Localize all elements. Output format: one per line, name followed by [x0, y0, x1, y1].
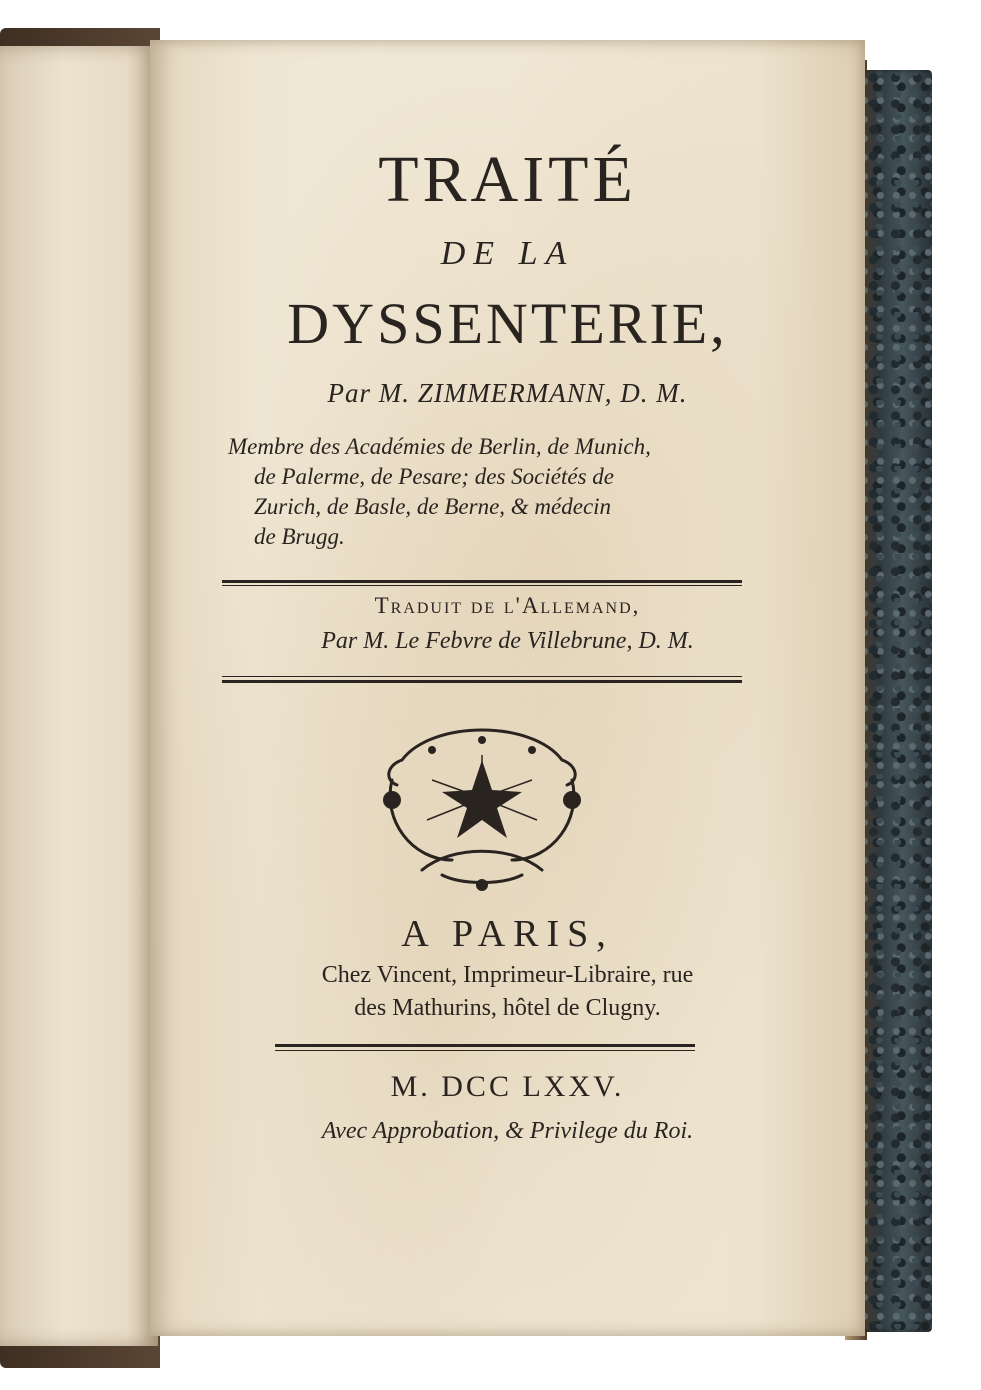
- year-line: M. DCC LXXV.: [390, 1070, 625, 1103]
- left-blank-page: [0, 46, 158, 1346]
- translation-line-2: Par M. Le Febvre de Villebrune, D. M.: [321, 628, 694, 654]
- publisher-line-2: des Mathurins, hôtel de Clugny.: [354, 995, 661, 1021]
- translation-line-1: Traduit de l'Allemand,: [374, 593, 641, 618]
- rule-top: [222, 580, 742, 583]
- membership-line: de Palerme, de Pesare; des Sociétés de: [254, 464, 614, 489]
- publisher-line-1: Chez Vincent, Imprimeur-Libraire, rue: [321, 962, 694, 988]
- title-line-3: DYSSENTERIE,: [287, 291, 728, 356]
- printers-ornament: [372, 720, 592, 895]
- approbation-line: Avec Approbation, & Privilege du Roi.: [321, 1118, 694, 1144]
- city-line: A PARIS,: [401, 913, 614, 955]
- membership-block: [228, 432, 828, 552]
- rule-bottom: [275, 1044, 695, 1047]
- author-line: Par M. ZIMMERMANN, D. M.: [327, 378, 688, 408]
- marbled-cover: [858, 70, 932, 1332]
- membership-line: Membre des Académies de Berlin, de Munich,: [228, 434, 651, 459]
- rule-top-thin: [222, 585, 742, 586]
- title-page: [150, 40, 865, 1336]
- rule-mid: [222, 680, 742, 683]
- rule-mid-thin: [222, 676, 742, 677]
- title-line-2: DE LA: [440, 235, 575, 272]
- title-line-1: TRAITÉ: [378, 143, 637, 216]
- membership-line: de Brugg.: [254, 524, 345, 549]
- rule-bottom-thin: [275, 1050, 695, 1051]
- membership-line: Zurich, de Basle, de Berne, & médecin: [254, 494, 612, 519]
